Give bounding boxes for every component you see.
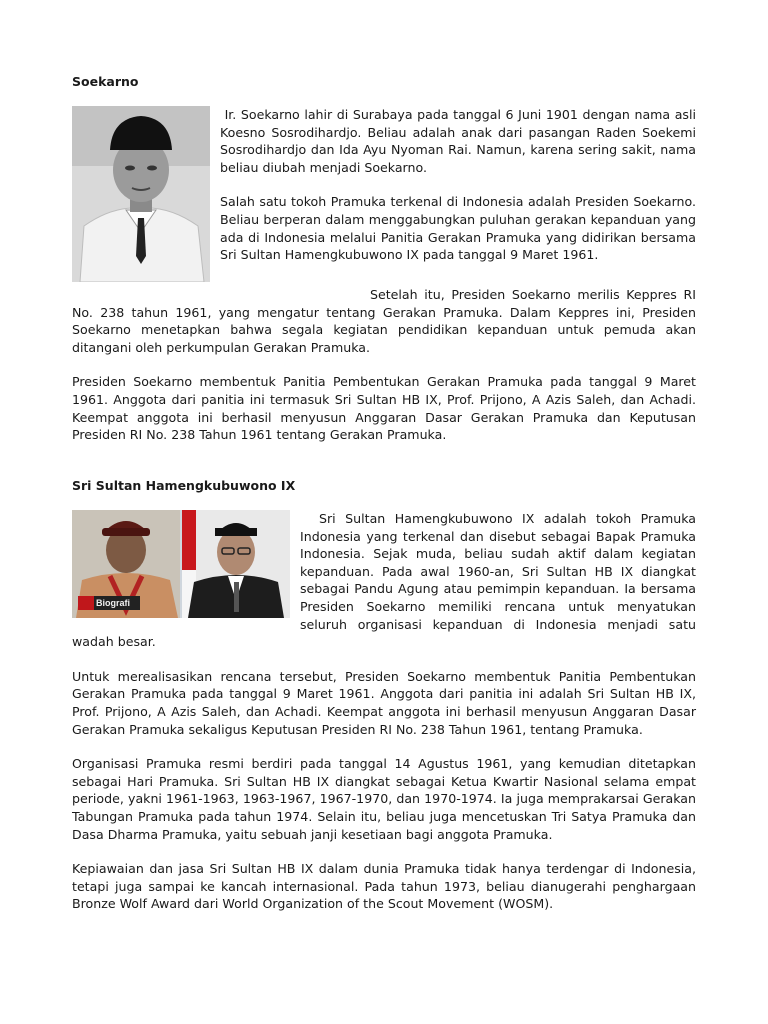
heading-sri-sultan: Sri Sultan Hamengkubuwono IX xyxy=(72,478,296,493)
soekarno-photo xyxy=(72,106,210,282)
heading-soekarno: Soekarno xyxy=(72,74,139,89)
sri-sultan-paragraph-4: Kepiawaian dan jasa Sri Sultan HB IX dalam dunia Pramuka tidak hanya terdengar di Indonesia, tetapi juga sampai ke kancah internasional. Pada tahun 1973, beliau dianugerahi penghargaan Bronze Wolf Award dari World Organization of the Scout Movement (WOSM). xyxy=(72,861,696,912)
soekarno-paragraph-4: Presiden Soekarno membentuk Panitia Pembentukan Gerakan Pramuka pada tanggal 9 Maret 1961. Anggota dari panitia ini termasuk Sri Sultan HB IX, Prof. Prijono, A Azis Saleh, dan Achadi. Keempat anggota ini berhasil menyusun Anggaran Dasar Gerakan Pramuka dan Keputusan Presiden RI No. 238 Tahun 1961 tentang Gerakan Pramuka. xyxy=(72,374,696,443)
soekarno-paragraph-3: Setelah itu, Presiden Soekarno merilis Keppres RI No. 238 tahun 1961, yang mengatur tentang Gerakan Pramuka. Dalam Keppres ini, Presiden Soekarno menetapkan bahwa segala kegiatan pendidikan kepanduan untuk pemuda akan ditangani oleh perkumpulan Gerakan Pramuka. xyxy=(72,287,696,355)
sri-sultan-paragraph-3: Organisasi Pramuka resmi berdiri pada tanggal 14 Agustus 1961, yang kemudian ditetapkan sebagai Hari Pramuka. Sri Sultan HB IX diangkat sebagai Ketua Kwartir Nasional selama empat periode, yakni 1961-1963, 1963-1967, 1967-1970, dan 1970-1974. Ia juga memprakarsai Gerakan Tabungan Pramuka pada tahun 1974. Selain itu, beliau juga mencetuskan Tri Satya Pramuka dan Dasa Dharma Pramuka, yaitu sebuah janji kesetiaan bagi anggota Pramuka. xyxy=(72,756,696,842)
soekarno-paragraph-2: Salah satu tokoh Pramuka terkenal di Indonesia adalah Presiden Soekarno. Beliau berperan dalam menggabungkan puluhan gerakan kepanduan yang ada di Indonesia melalui Panitia Gerakan Pramuka yang didirikan bersama Sri Sultan Hamengkubuwono IX pada tanggal 9 Maret 1961. xyxy=(220,194,696,263)
sri-sultan-paragraph-2: Untuk merealisasikan rencana tersebut, Presiden Soekarno membentuk Panitia Pembentukan Gerakan Pramuka pada tanggal 9 Maret 1961. Anggota dari panitia ini adalah Sri Sultan HB IX, Prof. Prijono, A Azis Saleh, dan Achadi. Keempat anggota ini berhasil menyusun Anggaran Dasar Gerakan Pramuka sekaligus Keputusan Presiden RI No. 238 Tahun 1961, tentang Pramuka. xyxy=(72,668,696,737)
sri-sultan-paragraph-1: Sri Sultan Hamengkubuwono IX adalah tokoh Pramuka Indonesia yang terkenal dan disebut sebagai Bapak Pramuka Indonesia. Sejak muda, beliau sudah aktif dalam kegiatan kepanduan. Pada awal 1960-an, Sri Sultan HB IX diangkat sebagai Pandu Agung atau pemimpin kepanduan. Ia bersama Presiden Soekarno memiliki rencana untuk menyatukan seluruh organisasi kepanduan di Indonesia menjadi satu wadah besar. xyxy=(72,511,696,650)
sri-sultan-photo xyxy=(72,510,290,618)
soekarno-paragraph-1: Ir. Soekarno lahir di Surabaya pada tanggal 6 Juni 1901 dengan nama asli Koesno Sosrodihardjo. Beliau adalah anak dari pasangan Raden Soekemi Sosrodihardjo dan Ida Ayu Nyoman Rai. Namun, karena sering sakit, nama beliau diubah menjadi Soekarno. xyxy=(220,107,696,175)
section-sri-sultan xyxy=(72,510,696,913)
photo-caption-biografi: Biografi xyxy=(96,598,131,608)
section-soekarno xyxy=(72,106,696,444)
soekarno-portrait-image xyxy=(72,106,210,282)
